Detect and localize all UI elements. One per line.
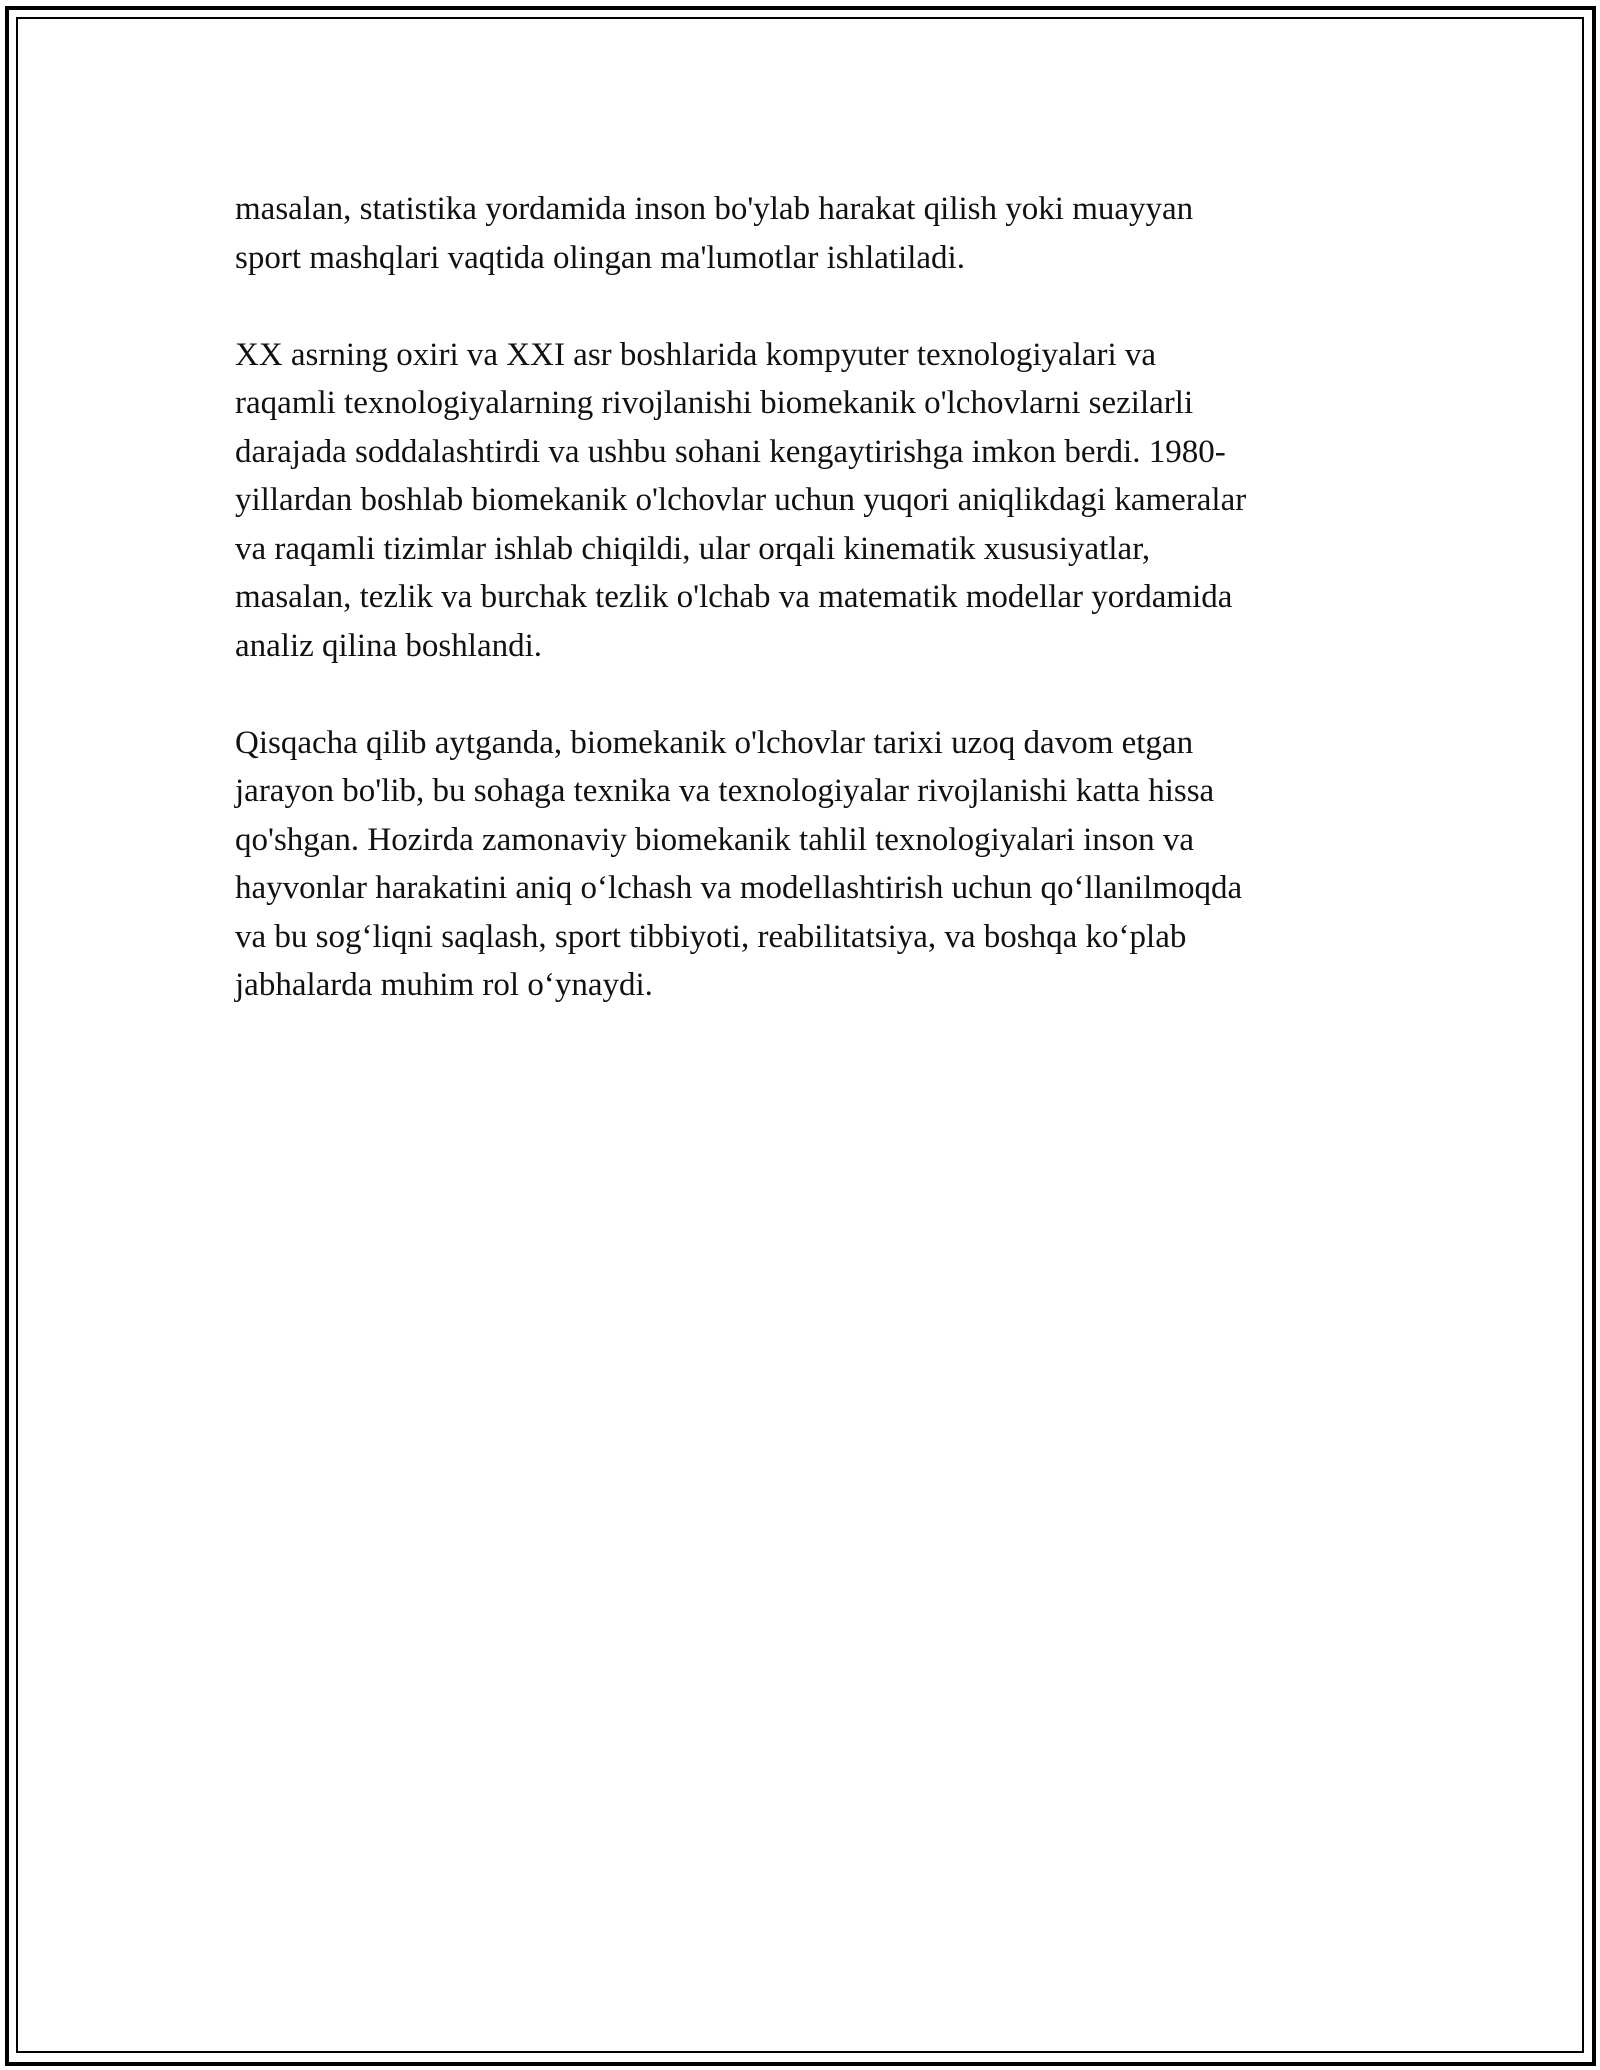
text-line: masalan, statistika yordamida inson bo'ylab harakat qilish yoki muayyan xyxy=(235,191,1194,227)
text-line: masalan, tezlik va burchak tezlik o'lchab va matematik modellar yordamida xyxy=(235,579,1233,615)
text-line: analiz qilina boshlandi. xyxy=(235,627,543,664)
paragraph-1 xyxy=(235,185,1365,282)
text-line: darajada soddalashtirdi va ushbu sohani kengaytirishga imkon berdi. 1980- xyxy=(235,433,1226,470)
text-line: Qisqacha qilib aytganda, biomekanik o'lchovlar tarixi uzoq davom etgan xyxy=(235,724,1194,761)
text-line: qo'shgan. Hozirda zamonaviy biomekanik tahlil texnologiyalari inson va xyxy=(235,821,1195,858)
text-line: jarayon bo'lib, bu sohaga texnika va texnologiyalar rivojlanishi katta hissa xyxy=(235,773,1215,809)
paragraph-3 xyxy=(235,719,1365,1010)
text-line: va bu sog‘liqni saqlash, sport tibbiyoti, reabilitatsiya, va boshqa ko‘plab xyxy=(235,918,1187,955)
paragraph-2 xyxy=(235,331,1365,671)
text-line: sport mashqlari vaqtida olingan ma'lumotlar ishlatiladi. xyxy=(235,239,965,276)
text-line: yillardan boshlab biomekanik o'lchovlar uchun yuqori aniqlikdagi kameralar xyxy=(235,482,1247,518)
text-line: va raqamli tizimlar ishlab chiqildi, ular orqali kinematik xususiyatlar, xyxy=(235,530,1151,567)
text-line: raqamli texnologiyalarning rivojlanishi biomekanik o'lchovlarni sezilarli xyxy=(235,385,1194,421)
text-line: XX asrning oxiri va XXI asr boshlarida kompyuter texnologiyalari va xyxy=(235,336,1157,373)
text-line: hayvonlar harakatini aniq o‘lchash va modellashtirish uchun qo‘llanilmoqda xyxy=(235,870,1243,906)
document-body xyxy=(235,185,1365,1058)
text-line: jabhalarda muhim rol o‘ynaydi. xyxy=(235,967,653,1003)
